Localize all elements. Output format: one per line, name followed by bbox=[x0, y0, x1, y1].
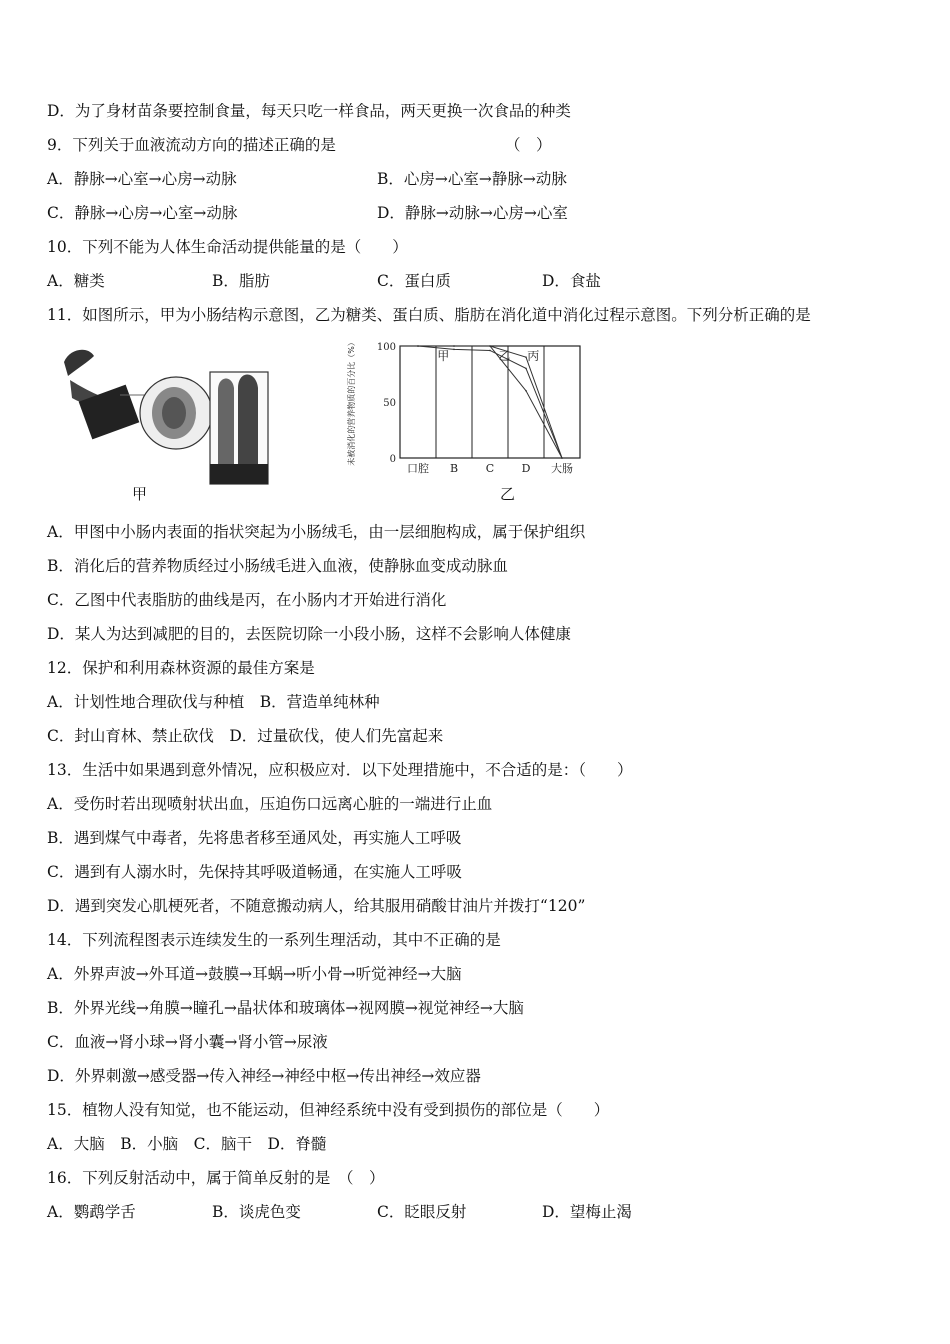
chart-point bbox=[453, 349, 455, 351]
question-15-stem: 15．植物人没有知觉，也不能运动，但神经系统中没有受到损伤的部位是（ ） bbox=[47, 1101, 610, 1119]
question-9-option-d: D．静脉→动脉→心房→心室 bbox=[377, 204, 568, 222]
question-16-stem: 16．下列反射活动中，属于简单反射的是 （ ） bbox=[47, 1169, 385, 1187]
question-9-option-c: C．静脉→心房→心室→动脉 bbox=[47, 204, 238, 222]
question-13-option-a: A．受伤时若出现喷射状出血，压迫伤口远离心脏的一端进行止血 bbox=[47, 795, 493, 813]
chart-point bbox=[417, 345, 419, 347]
question-12-options-row2: C．封山育林、禁止砍伐 D．过量砍伐，使人们先富起来 bbox=[47, 727, 444, 745]
chart-ytick-label: 50 bbox=[383, 398, 396, 409]
chart-category-label: B bbox=[449, 462, 459, 475]
question-12-options-row1: A．计划性地合理砍伐与种植 B．营造单纯林种 bbox=[47, 693, 380, 711]
question-9-stem: 9．下列关于血液流动方向的描述正确的是 bbox=[47, 136, 336, 154]
figure-yi-label: 乙 bbox=[500, 485, 516, 503]
chart-point bbox=[525, 368, 527, 370]
question-11-stem: 11．如图所示，甲为小肠结构示意图，乙为糖类、蛋白质、脂肪在消化道中消化过程示意图。下列分析正确的是 bbox=[47, 306, 811, 324]
chart-category-label: C bbox=[485, 462, 495, 475]
chart-ytick-label: 0 bbox=[389, 454, 396, 465]
question-11-option-a: A．甲图中小肠内表面的指状突起为小肠绒毛，由一层细胞构成，属于保护组织 bbox=[47, 523, 586, 541]
question-16-option-b: B．谈虎色变 bbox=[212, 1203, 301, 1221]
question-14-option-b: B．外界光线→角膜→瞳孔→晶状体和玻璃体→视网膜→视觉神经→大脑 bbox=[47, 999, 524, 1017]
question-14-option-c: C．血液→肾小球→肾小囊→肾小管→尿液 bbox=[47, 1033, 328, 1051]
small-intestine-figure bbox=[50, 340, 290, 485]
question-14-option-a: A．外界声波→外耳道→鼓膜→耳蜗→听小骨→听觉神经→大脑 bbox=[47, 965, 462, 983]
question-15-options: A．大脑 B．小脑 C．脑干 D．脊髓 bbox=[47, 1135, 327, 1153]
question-12-stem: 12．保护和利用森林资源的最佳方案是 bbox=[47, 659, 315, 677]
chart-ylabel: 未被消化的营养物质的百分比（%） bbox=[347, 338, 356, 466]
question-9-option-b: B．心房→心室→静脉→动脉 bbox=[377, 170, 567, 188]
question-11-option-c: C．乙图中代表脂肪的曲线是丙，在小肠内才开始进行消化 bbox=[47, 591, 447, 609]
question-9-bracket: （ ） bbox=[505, 136, 552, 154]
figure-jia-label: 甲 bbox=[132, 485, 148, 503]
chart-point bbox=[489, 350, 491, 352]
chart-ytick-label: 100 bbox=[376, 342, 396, 353]
question-10-option-a: A．糖类 bbox=[47, 272, 105, 290]
chart-series-label: 甲 bbox=[437, 349, 450, 363]
question-14-option-d: D．外界刺激→感受器→传入神经→神经中枢→传出神经→效应器 bbox=[47, 1067, 481, 1085]
chart-category-label: 大肠 bbox=[551, 462, 573, 475]
question-16-option-d: D．望梅止渴 bbox=[542, 1203, 632, 1221]
question-13-option-d: D．遇到突发心肌梗死者，不随意搬动病人，给其服用硝酸甘油片并拨打“120” bbox=[47, 897, 586, 915]
chart-category-label: 口腔 bbox=[407, 462, 429, 475]
question-10-stem: 10．下列不能为人体生命活动提供能量的是（ ） bbox=[47, 238, 408, 256]
question-10-option-c: C．蛋白质 bbox=[377, 272, 451, 290]
chart-series-label: 丙 bbox=[527, 349, 540, 363]
question-13-option-c: C．遇到有人溺水时，先保持其呼吸道畅通，在实施人工呼吸 bbox=[47, 863, 462, 881]
question-16-option-c: C．眨眼反射 bbox=[377, 1203, 467, 1221]
question-11-option-b: B．消化后的营养物质经过小肠绒毛进入血液，使静脉血变成动脉血 bbox=[47, 557, 508, 575]
question-10-option-b: B．脂肪 bbox=[212, 272, 270, 290]
chart-point bbox=[489, 345, 491, 347]
chart-point bbox=[525, 390, 527, 392]
question-14-stem: 14．下列流程图表示连续发生的一系列生理活动，其中不正确的是 bbox=[47, 931, 501, 949]
chart-category-label: D bbox=[521, 462, 531, 475]
question-8-option-d: D．为了身材苗条要控制食量，每天只吃一样食品，两天更换一次食品的种类 bbox=[47, 102, 571, 120]
digestion-chart bbox=[340, 338, 585, 483]
question-11-option-d: D．某人为达到减肥的目的，去医院切除一小段小肠，这样不会影响人体健康 bbox=[47, 625, 571, 643]
chart-point bbox=[453, 345, 455, 347]
question-16-option-a: A．鹦鹉学舌 bbox=[47, 1203, 136, 1221]
question-13-option-b: B．遇到煤气中毒者，先将患者移至通风处，再实施人工呼吸 bbox=[47, 829, 462, 847]
chart-point bbox=[561, 457, 563, 459]
question-9-option-a: A．静脉→心室→心房→动脉 bbox=[47, 170, 237, 188]
question-10-option-d: D．食盐 bbox=[542, 272, 601, 290]
chart-series-label: 乙 bbox=[498, 349, 511, 363]
question-13-stem: 13．生活中如果遇到意外情况，应积极应对．以下处理措施中，不合适的是：（ ） bbox=[47, 761, 633, 779]
